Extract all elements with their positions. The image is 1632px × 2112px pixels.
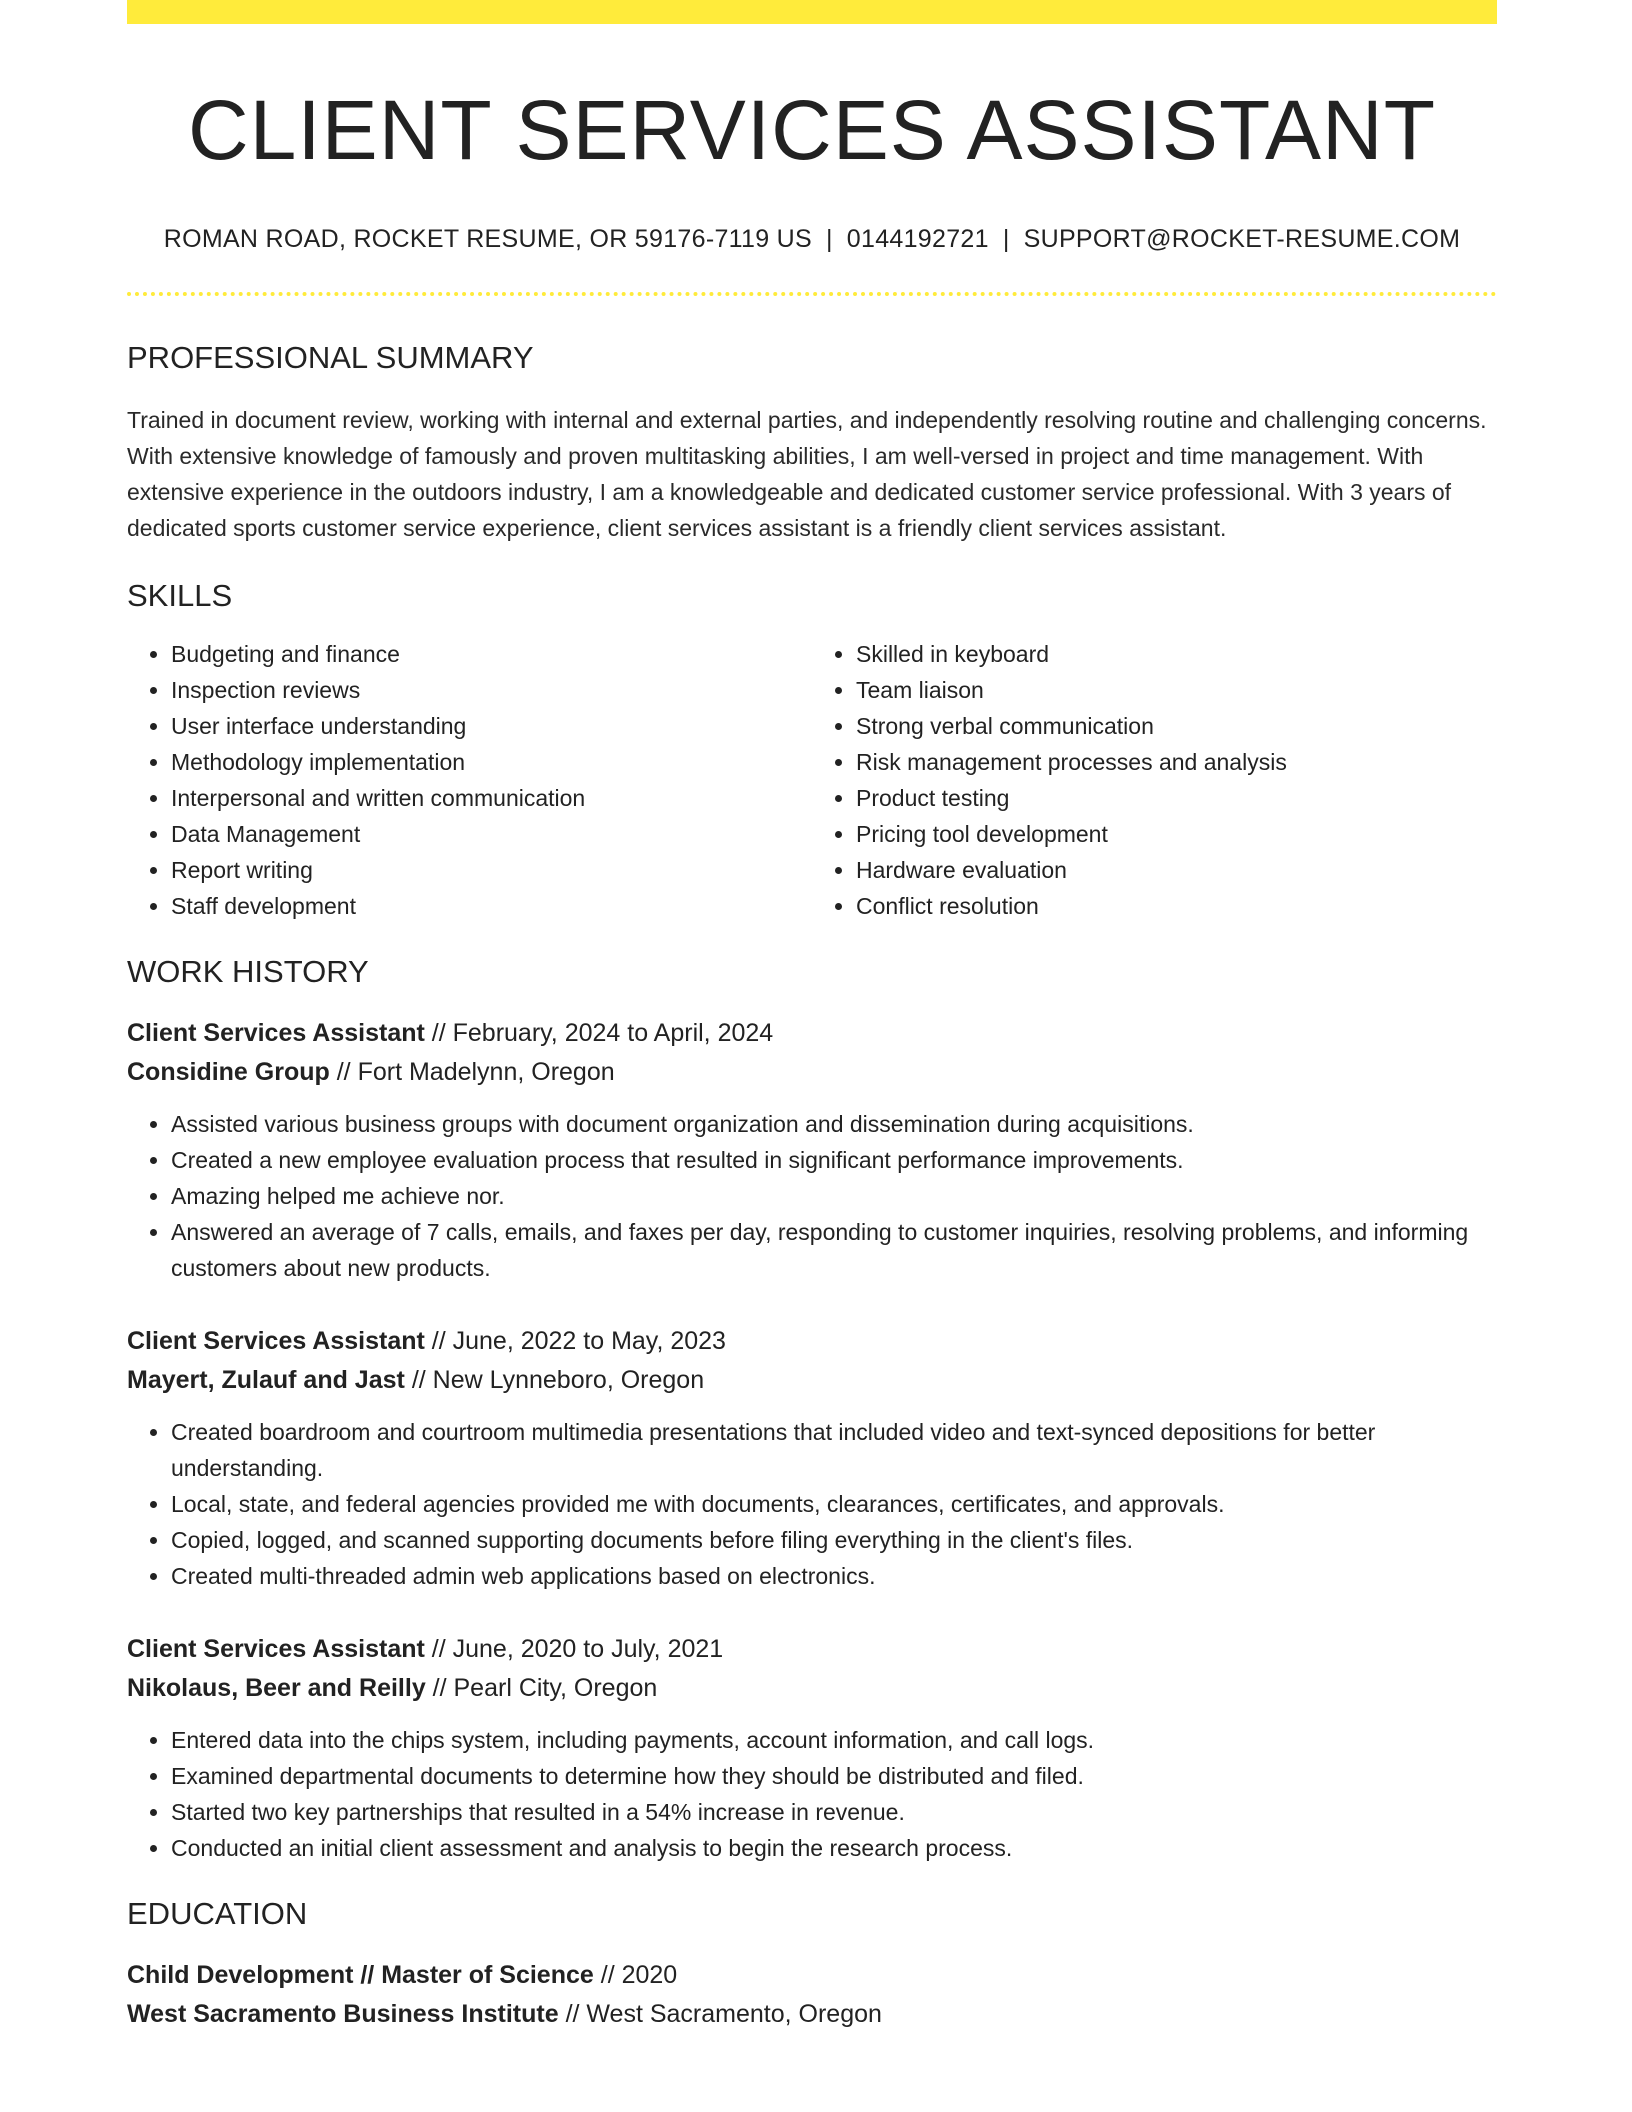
job-dates: // June, 2020 to July, 2021 [431, 1634, 724, 1663]
education-location: // West Sacramento, Oregon [565, 1999, 882, 2028]
skill-item: • Methodology implementation [171, 744, 812, 780]
skill-item: • Staff development [171, 888, 812, 924]
job-company: Mayert, Zulauf and Jast [127, 1365, 405, 1394]
job-role-line [127, 1014, 1497, 1053]
skill-item: • Pricing tool development [856, 816, 1497, 852]
job-location: // Fort Madelynn, Oregon [336, 1057, 615, 1086]
skill-item: • Risk management processes and analysis [856, 744, 1497, 780]
skills-list-right [812, 636, 1497, 924]
job-company: Considine Group [127, 1057, 330, 1086]
education-degree: Child Development // Master of Science [127, 1960, 594, 1989]
job-dates: // June, 2022 to May, 2023 [431, 1326, 726, 1355]
skill-item: • Product testing [856, 780, 1497, 816]
education-degree-line [127, 1956, 1497, 1995]
job-bullet: • Copied, logged, and scanned supporting documents before filing everything in the client's files. [171, 1522, 1497, 1558]
job-bullet: • Local, state, and federal agencies provided me with documents, clearances, certificates, and approvals. [171, 1486, 1497, 1522]
accent-top-bar [127, 0, 1497, 24]
job-role: Client Services Assistant [127, 1018, 425, 1047]
education-school: West Sacramento Business Institute [127, 1999, 559, 2028]
job-company-line [127, 1669, 1497, 1708]
job-bullet: • Started two key partnerships that resulted in a 54% increase in revenue. [171, 1794, 1497, 1830]
contact-line [127, 225, 1497, 254]
education-year: // 2020 [600, 1960, 678, 1989]
job-location: // Pearl City, Oregon [432, 1673, 658, 1702]
skill-item: • User interface understanding [171, 708, 812, 744]
summary-heading: PROFESSIONAL SUMMARY [127, 339, 534, 375]
job-bullet: • Entered data into the chips system, including payments, account information, and call logs. [171, 1722, 1497, 1758]
job-entry [127, 1322, 1497, 1594]
education-heading: EDUCATION [127, 1895, 308, 1931]
job-location: // New Lynneboro, Oregon [411, 1365, 705, 1394]
job-bullets [127, 1106, 1497, 1286]
job-bullet: • Created boardroom and courtroom multimedia presentations that included video and text-synced depositions for better understanding. [171, 1414, 1497, 1486]
skills-heading: SKILLS [127, 577, 233, 613]
job-bullets [127, 1414, 1497, 1594]
job-bullets [127, 1722, 1497, 1866]
job-bullet: • Assisted various business groups with document organization and dissemination during acquisitions. [171, 1106, 1497, 1142]
education-entry [127, 1956, 1497, 2034]
contact-separator: | [825, 224, 833, 253]
job-dates: // February, 2024 to April, 2024 [431, 1018, 774, 1047]
job-role: Client Services Assistant [127, 1634, 425, 1663]
dotted-divider [127, 292, 1497, 296]
job-company: Nikolaus, Beer and Reilly [127, 1673, 426, 1702]
job-bullet: • Examined departmental documents to determine how they should be distributed and filed. [171, 1758, 1497, 1794]
job-role: Client Services Assistant [127, 1326, 425, 1355]
skill-item: • Report writing [171, 852, 812, 888]
summary-text: Trained in document review, working with internal and external parties, and independently resolving routine and challenging concerns. With extensive knowledge of famously and proven multitasking abilities, I am well-versed in project and time management. With extensive experience in the outdoors industry, I am a knowledgeable and dedicated customer service professional. With 3 years of dedicated sports customer service experience, client services assistant is a friendly client services assistant. [127, 406, 1487, 541]
job-entry [127, 1014, 1497, 1286]
job-entry [127, 1630, 1497, 1866]
job-bullet: • Conducted an initial client assessment and analysis to begin the research process. [171, 1830, 1497, 1866]
job-company-line [127, 1053, 1497, 1092]
job-bullet: • Created multi-threaded admin web applications based on electronics. [171, 1558, 1497, 1594]
job-bullet: • Answered an average of 7 calls, emails, and faxes per day, responding to customer inquiries, resolving problems, and informing customers about new products. [171, 1214, 1497, 1286]
job-role-line [127, 1630, 1497, 1669]
skill-item: • Inspection reviews [171, 672, 812, 708]
contact-separator: | [1002, 224, 1010, 253]
skill-item: • Data Management [171, 816, 812, 852]
skill-item: • Interpersonal and written communication [171, 780, 812, 816]
job-bullet: • Amazing helped me achieve nor. [171, 1178, 1497, 1214]
skill-item: • Skilled in keyboard [856, 636, 1497, 672]
education-school-line [127, 1995, 1497, 2034]
skill-item: • Team liaison [856, 672, 1497, 708]
resume-name: CLIENT SERVICES ASSISTANT [187, 83, 1437, 177]
work-history-heading: WORK HISTORY [127, 953, 369, 989]
skills-columns [127, 636, 1497, 924]
contact-address: ROMAN ROAD, ROCKET RESUME, OR 59176-7119 US [163, 224, 812, 253]
skill-item: • Conflict resolution [856, 888, 1497, 924]
skill-item: • Hardware evaluation [856, 852, 1497, 888]
resume-content [127, 24, 1497, 2034]
job-bullet: • Created a new employee evaluation process that resulted in significant performance improvements. [171, 1142, 1497, 1178]
skill-item: • Budgeting and finance [171, 636, 812, 672]
skills-list-left [127, 636, 812, 924]
contact-phone: 0144192721 [846, 224, 989, 253]
skill-item: • Strong verbal communication [856, 708, 1497, 744]
contact-email: SUPPORT@ROCKET-RESUME.COM [1023, 224, 1461, 253]
job-role-line [127, 1322, 1497, 1361]
job-company-line [127, 1361, 1497, 1400]
